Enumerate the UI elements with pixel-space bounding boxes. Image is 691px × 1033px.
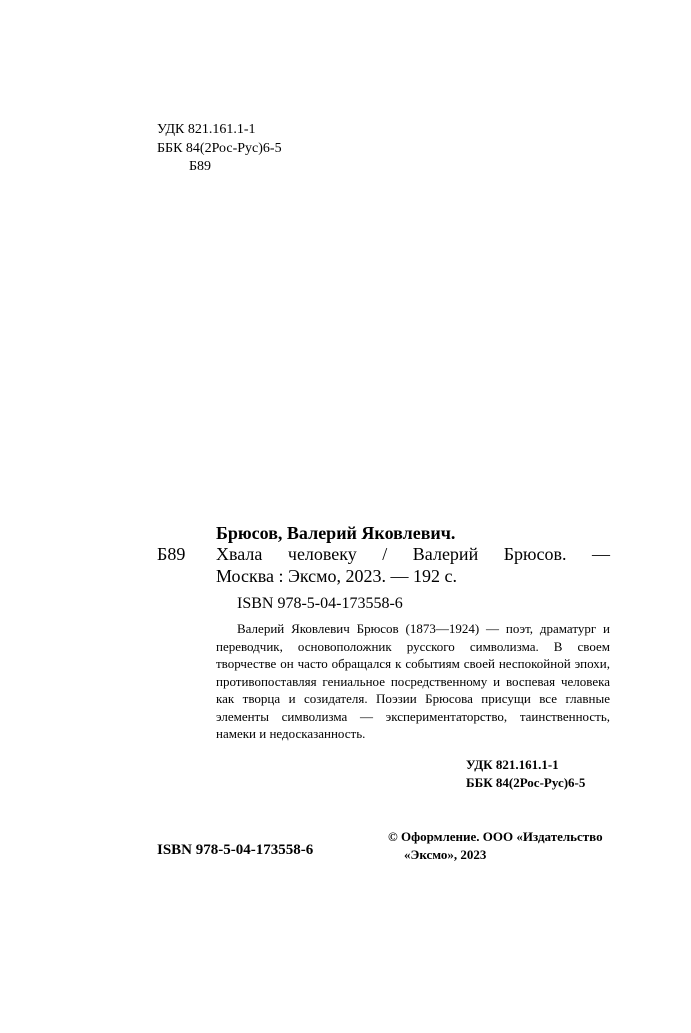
card-author-code: Б89 — [157, 544, 186, 564]
card-author: Брюсов, Валерий Яковлевич. — [216, 523, 456, 543]
card-title: Хвала человеку / Валерий Брюсов. — — [216, 544, 610, 564]
footer-isbn: ISBN 978-5-04-173558-6 — [157, 842, 314, 858]
top-author-code: Б89 — [189, 159, 212, 174]
card-description: Валерий Яковлевич Брюсов (1873—1924) — поэт, драматург и переводчик, основоположник русского символизма. В своем творчестве он часто обращался к событиям своей неспокойной эпохи, противопоставляя гениальное посредственному и воспевая человека как творца и созидателя. Поэзии Брюсова присущи все главные элементы символизма — экспериментаторство, таинственность, намеки и недосказанность. — [216, 621, 610, 741]
top-bbk: ББК 84(2Рос-Рус)6-5 — [157, 141, 282, 156]
card-udk: УДК 821.161.1-1 — [466, 757, 559, 772]
copyright-line-2: «Эксмо», 2023 — [404, 847, 487, 862]
card-bbk: ББК 84(2Рос-Рус)6-5 — [466, 775, 586, 790]
top-udk: УДК 821.161.1-1 — [157, 122, 256, 137]
card-publication: Москва : Эксмо, 2023. — 192 с. — [216, 566, 458, 586]
card-isbn: ISBN 978-5-04-173558-6 — [237, 595, 403, 612]
copyright-line-1: © Оформление. ООО «Издательство — [388, 829, 603, 844]
